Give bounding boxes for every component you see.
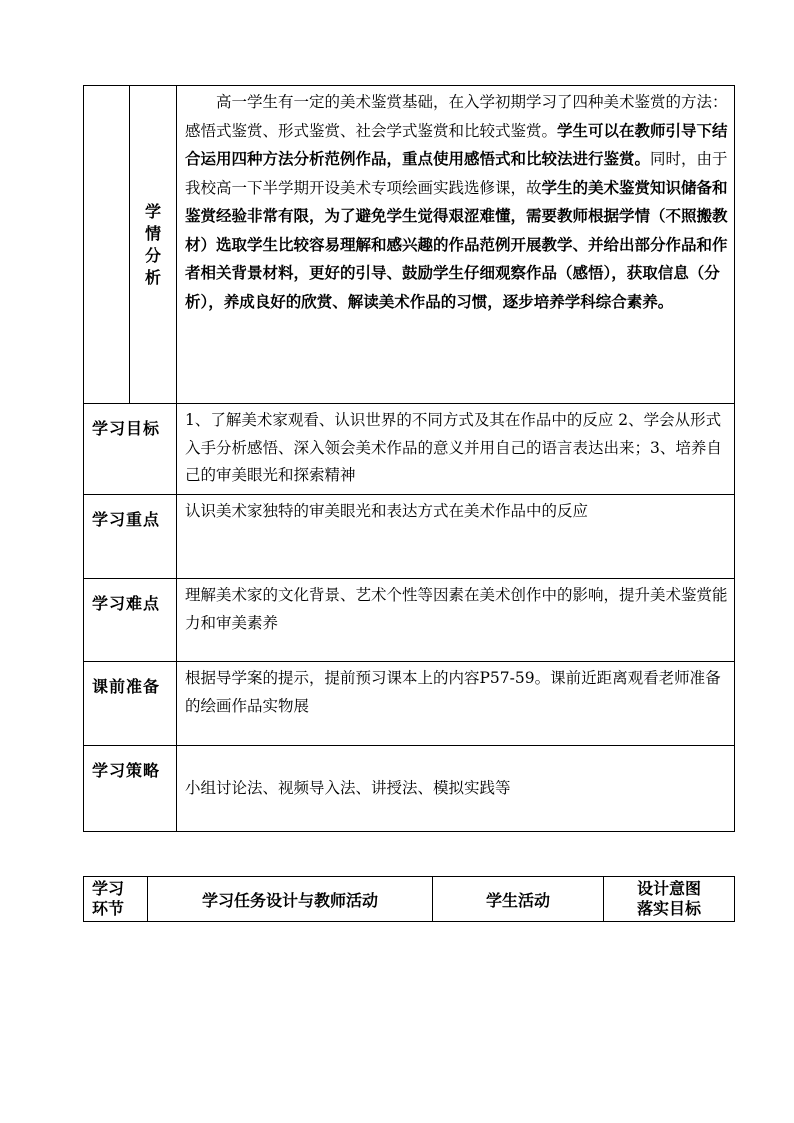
difficulty-text: 理解美术家的文化背景、艺术个性等因素在美术创作中的影响，提升美术鉴赏能力和审美素养 <box>177 579 735 662</box>
key-point-row <box>84 495 735 579</box>
analysis-text <box>177 86 735 404</box>
analysis-label-char: 析 <box>144 267 161 287</box>
lesson-info-table <box>83 85 735 832</box>
preparation-label: 课前准备 <box>84 662 177 746</box>
activity-header-row <box>84 877 735 922</box>
header-stage-line: 学习 <box>92 879 125 898</box>
analysis-text-bold: 学生的美术鉴赏知识储备和鉴赏经验非常有限，为了避免学生觉得艰涩难懂，需要教师根据学情（不照搬教材）选取学生比较容易理解和感兴趣的作品范例开展教学、并给出部分作品和作者相关背景材料，更好的引导、鼓励学生仔细观察作品（感悟），获取信息（分析），养成良好的欣赏、解读美术作品的习惯，逐步培养学科综合素养。 <box>185 177 728 311</box>
empty-cell <box>84 86 130 404</box>
header-design-intent <box>604 877 735 922</box>
analysis-label <box>143 201 163 289</box>
preparation-text: 根据导学案的提示，提前预习课本上的内容P57-59。课前近距离观看老师准备的绘画作品实物展 <box>177 662 735 746</box>
analysis-text-bold: 学生可以在教师引导下结合运用四种方法分析范例作品，重点使用感悟式和比较法进行鉴赏。 <box>185 120 728 168</box>
analysis-label-cell <box>130 86 177 404</box>
header-task-design: 学习任务设计与教师活动 <box>148 877 433 922</box>
analysis-label-char: 分 <box>144 245 161 265</box>
goal-text: 1、了解美术家观看、认识世界的不同方式及其在作品中的反应 2、学会从形式入手分析感悟、深入领会美术作品的意义并用自己的语言表达出来；3、培养自己的审美眼光和探索精神 <box>177 404 735 495</box>
preparation-row <box>84 662 735 746</box>
activity-table <box>83 876 735 922</box>
analysis-label-char: 学 <box>144 201 161 221</box>
header-student-activity: 学生活动 <box>433 877 604 922</box>
analysis-label-char: 情 <box>144 223 161 243</box>
strategy-text: 小组讨论法、视频导入法、讲授法、模拟实践等 <box>177 746 735 832</box>
strategy-row <box>84 746 735 832</box>
header-intent-line: 落实目标 <box>636 899 701 918</box>
goal-row <box>84 404 735 495</box>
header-stage-line: 环节 <box>92 899 125 918</box>
header-intent-line: 设计意图 <box>636 879 701 898</box>
key-point-text: 认识美术家独特的审美眼光和表达方式在美术作品中的反应 <box>177 495 735 579</box>
goal-label: 学习目标 <box>84 404 177 495</box>
header-stage <box>84 877 148 922</box>
analysis-row <box>84 86 735 404</box>
difficulty-row <box>84 579 735 662</box>
strategy-label: 学习策略 <box>84 746 177 832</box>
analysis-text-normal: 高一学生有一定的美术鉴赏基础，在入学初期学习了四种美术鉴赏的方法：感悟式鉴赏、形式鉴赏、社会学式鉴赏和比较式鉴赏。 <box>185 93 728 140</box>
difficulty-label: 学习难点 <box>84 579 177 662</box>
analysis-text-mid: 同时，由于我校高一下半学期开设美术专项绘画实践选修课，故 <box>185 150 728 197</box>
key-point-label: 学习重点 <box>84 495 177 579</box>
